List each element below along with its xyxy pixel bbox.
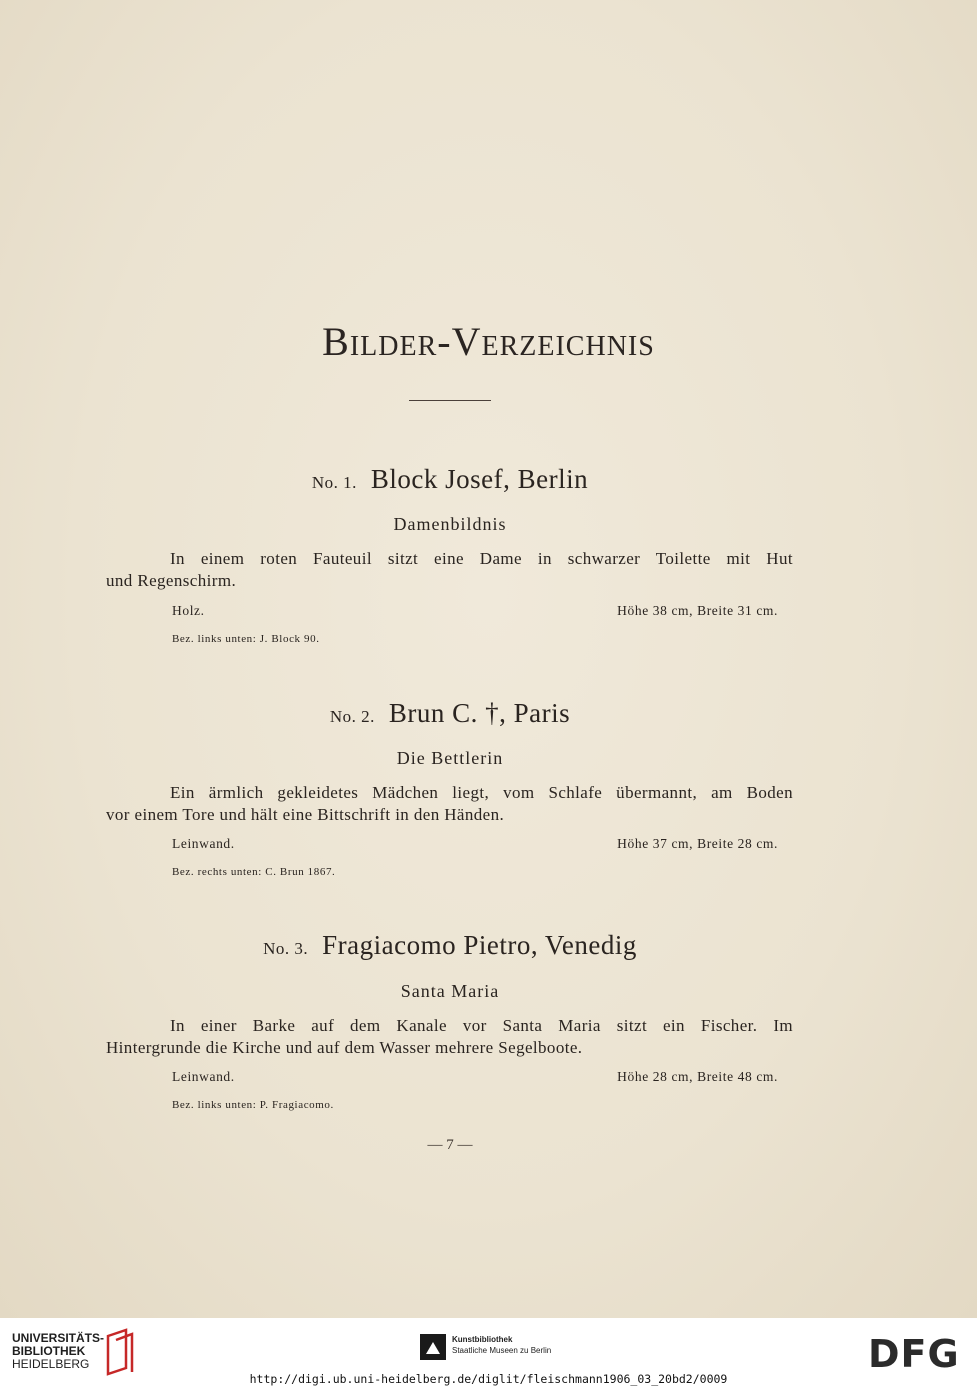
entry-1-artist: Block Josef, Berlin xyxy=(370,464,589,494)
entry-3-material: Leinwand. xyxy=(172,1069,235,1084)
university-library-logo-icon xyxy=(104,1328,136,1378)
entry-2-meta xyxy=(172,836,778,852)
page-title: Bilder-Verzeichnis xyxy=(322,319,655,364)
entry-1-size: Höhe 38 cm, Breite 31 cm. xyxy=(617,603,778,618)
kunstbibliothek-logo-text xyxy=(452,1334,551,1356)
entry-3-size: Höhe 28 cm, Breite 48 cm. xyxy=(617,1069,778,1084)
entry-2-desc-line2: vor einem Tore und hält eine Bittschrift in den Händen. xyxy=(106,805,505,824)
uni-line2: BIBLIOTHEK xyxy=(12,1344,86,1358)
entry-3-heading xyxy=(0,930,900,961)
entry-1-heading xyxy=(0,464,900,495)
entry-1-signature: Bez. links unten: J. Block 90. xyxy=(172,633,320,645)
entry-2-material: Leinwand. xyxy=(172,836,235,851)
entry-3-desc-line2: Hintergrunde die Kirche und auf dem Wasser mehrere Segelboote. xyxy=(106,1038,583,1057)
entry-3-description xyxy=(106,1015,793,1059)
page-number: — 7 — xyxy=(427,1137,473,1153)
dfg-logo: DFG xyxy=(868,1332,960,1376)
kb-line1: Kunstbibliothek xyxy=(452,1335,513,1344)
entry-1-desc-line2: und Regenschirm. xyxy=(106,571,237,590)
entry-1-number: No. 1. xyxy=(311,473,357,492)
uni-line3: HEIDELBERG xyxy=(12,1357,90,1371)
entry-2-desc-line1: Ein ärmlich gekleidetes Mädchen liegt, vom Schlafe übermannt, am Boden xyxy=(170,783,793,802)
entry-3-artist: Fragiacomo Pietro, Venedig xyxy=(322,930,637,960)
uni-line1: UNIVERSITÄTS- xyxy=(12,1331,105,1345)
entry-3-number: No. 3. xyxy=(263,939,309,958)
entry-1-meta xyxy=(172,603,778,619)
entry-2-description xyxy=(106,782,793,826)
entry-2-artist: Brun C. †, Paris xyxy=(388,698,571,728)
entry-1-description xyxy=(106,548,793,592)
source-url-link[interactable]: http://digi.ub.uni-heidelberg.de/diglit/fleischmann1906_03_20bd2/0009 xyxy=(249,1372,728,1386)
entry-2-size: Höhe 37 cm, Breite 28 cm. xyxy=(617,836,778,851)
entry-1-material: Holz. xyxy=(172,603,205,618)
entry-2-signature: Bez. rechts unten: C. Brun 1867. xyxy=(172,866,336,878)
entry-1-subtitle: Damenbildnis xyxy=(393,514,507,534)
entry-3-subtitle: Santa Maria xyxy=(400,981,500,1001)
entry-2-heading xyxy=(0,698,900,729)
entry-2-number: No. 2. xyxy=(329,707,375,726)
entry-3-desc-line1: In einer Barke auf dem Kanale vor Santa Maria sitzt ein Fischer. Im xyxy=(170,1016,793,1035)
entry-1-desc-line1: In einem roten Fauteuil sitzt eine Dame in schwarzer Toilette mit Hut xyxy=(170,549,793,568)
kb-line2: Staatliche Museen zu Berlin xyxy=(452,1346,552,1355)
entry-3-signature: Bez. links unten: P. Fragiacomo. xyxy=(172,1099,334,1111)
entry-2-subtitle: Die Bettlerin xyxy=(396,748,504,768)
footer-bar xyxy=(0,1318,977,1388)
title-rule xyxy=(409,400,491,401)
university-library-logo-text xyxy=(12,1332,104,1371)
entry-3-meta xyxy=(172,1069,778,1085)
kunstbibliothek-logo-icon xyxy=(420,1334,446,1360)
